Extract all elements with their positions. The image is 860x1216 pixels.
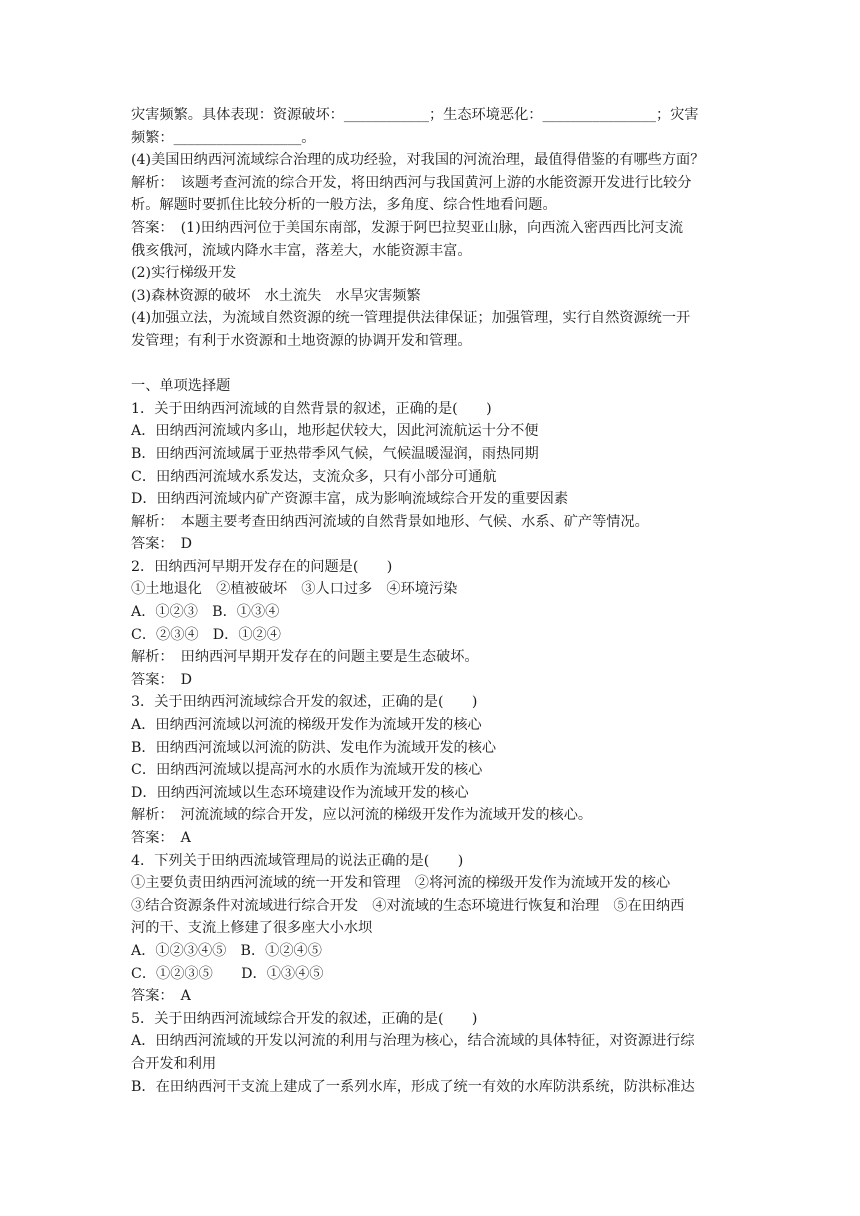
document-body: [131, 104, 731, 1098]
option-c: C．田纳西河流域水系发达，支流众多，只有小部分可通航: [131, 468, 497, 485]
option-a: A．田纳西河流域以河流的梯级开发作为流域开发的核心: [131, 717, 482, 734]
option-ab: A．①②③ B．①③④: [131, 604, 280, 621]
statement-list: ③结合资源条件对流域进行综合开发 ④对流域的生态环境进行恢复和治理 ⑤在田纳西: [131, 897, 685, 914]
question-4: 4．下列关于田纳西流域管理局的说法正确的是( ): [131, 852, 464, 869]
option-d: D．田纳西河流域内矿产资源丰富，成为影响流域综合开发的重要因素: [131, 491, 569, 508]
option-cd: C．②③④ D．①②④: [131, 626, 281, 643]
answer-text: 答案： (1)田纳西河位于美国东南部，发源于阿巴拉契亚山脉，向西流入密西西比河支流: [131, 219, 684, 236]
statement-list: ①土地退化 ②植被破坏 ③人口过多 ④环境污染: [131, 581, 458, 598]
text-line: 频繁：__________________。: [131, 129, 316, 146]
option-b: B．田纳西河流域以河流的防洪、发电作为流域开发的核心: [131, 739, 497, 756]
answer-text: 发管理；有利于水资源和土地资源的协调开发和管理。: [131, 332, 472, 349]
analysis-text: 解析： 本题主要考查田纳西河流域的自然背景如地形、气候、水系、矿产等情况。: [131, 513, 649, 530]
analysis-text: 析。解题时要抓住比较分析的一般方法，多角度、综合性地看问题。: [131, 197, 557, 214]
answer-text: (4)加强立法，为流域自然资源的统一管理提供法律保证；加强管理，实行自然资源统一开: [131, 310, 691, 327]
answer-text: 答案： A: [131, 830, 191, 846]
statement-list: ①主要负责田纳西河流域的统一开发和管理 ②将河流的梯级开发作为流域开发的核心: [131, 875, 671, 892]
answer-text: 俄亥俄河，流域内降水丰富，落差大，水能资源丰富。: [131, 242, 472, 259]
option-a-continued: 合开发和利用: [131, 1055, 217, 1072]
answer-text: (3)森林资源的破坏 水土流失 水旱灾害频繁: [131, 287, 421, 304]
spacer: [131, 353, 731, 376]
section-heading: 一、单项选择题: [131, 378, 231, 395]
question-2: 2．田纳西河早期开发存在的问题是( ): [131, 558, 393, 575]
option-ab: A．①②③④⑤ B．①②④⑤: [131, 942, 322, 959]
option-cd: C．①②③⑤ D．①③④⑤: [131, 965, 324, 982]
question-3: 3．关于田纳西河流域综合开发的叙述，正确的是( ): [131, 694, 478, 711]
option-b: B．在田纳西河干支流上建成了一系列水库，形成了统一有效的水库防洪系统，防洪标准达: [131, 1078, 695, 1095]
question-text: (4)美国田纳西河流域综合治理的成功经验，对我国的河流治理，最值得借鉴的有哪些方面？: [131, 152, 705, 169]
option-c: C．田纳西河流域以提高河水的水质作为流域开发的核心: [131, 762, 483, 779]
answer-text: 答案： D: [131, 536, 193, 553]
question-5: 5．关于田纳西河流域综合开发的叙述，正确的是( ): [131, 1010, 478, 1027]
option-a: A．田纳西河流域内多山，地形起伏较大，因此河流航运十分不便: [131, 423, 539, 440]
question-1: 1．关于田纳西河流域的自然背景的叙述，正确的是( ): [131, 400, 492, 417]
option-b: B．田纳西河流域属于亚热带季风气候，气候温暖湿润，雨热同期: [131, 445, 539, 462]
answer-text: 答案： A: [131, 988, 191, 1005]
answer-text: (2)实行梯级开发: [131, 265, 237, 282]
statement-list: 河的干、支流上修建了很多座大小水坝: [131, 920, 373, 937]
option-d: D．田纳西河流域以生态环境建设作为流域开发的核心: [131, 784, 469, 801]
analysis-text: 解析： 河流流域的综合开发，应以河流的梯级开发作为流域开发的核心。: [131, 807, 593, 824]
analysis-text: 解析： 该题考查河流的综合开发，将田纳西河与我国黄河上游的水能资源开发进行比较分: [131, 174, 692, 191]
text-line: 灾害频繁。具体表现：资源破坏：____________；生态环境恶化：________________；灾害: [131, 107, 699, 123]
option-a: A．田纳西河流域的开发以河流的利用与治理为核心，结合流域的具体特征，对资源进行综: [131, 1033, 695, 1050]
analysis-text: 解析： 田纳西河早期开发存在的问题主要是生态破坏。: [131, 649, 479, 666]
answer-text: 答案： D: [131, 671, 193, 688]
